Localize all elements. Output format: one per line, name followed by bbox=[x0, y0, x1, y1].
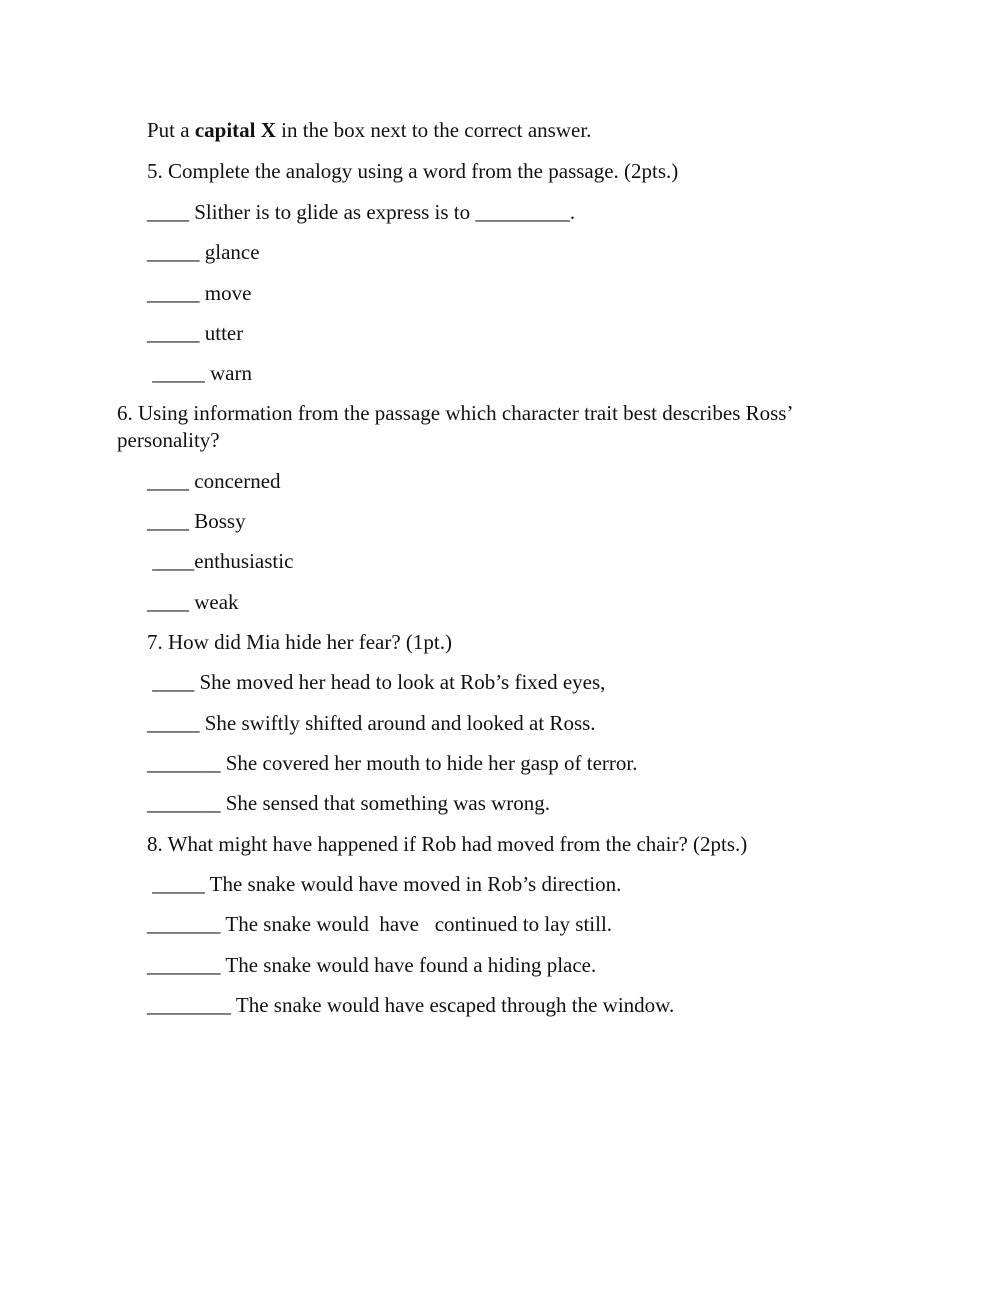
option-text: The snake would have escaped through the window. bbox=[231, 993, 675, 1017]
question-5-prompt: 5. Complete the analogy using a word from the passage. (2pts.) bbox=[147, 159, 679, 183]
answer-blank[interactable]: _____ bbox=[147, 361, 205, 385]
answer-blank[interactable]: _______ bbox=[147, 953, 221, 977]
option-text: concerned bbox=[189, 469, 281, 493]
instructions bbox=[147, 117, 591, 144]
question-8-option bbox=[147, 952, 596, 979]
analogy-text: Slither is to glide as express is to bbox=[189, 200, 476, 224]
option-text: weak bbox=[189, 590, 239, 614]
option-text: enthusiastic bbox=[194, 549, 294, 573]
question-6-option bbox=[147, 589, 239, 616]
answer-blank[interactable]: _____ bbox=[147, 872, 205, 896]
answer-blank[interactable]: ____ bbox=[147, 469, 189, 493]
option-text: Bossy bbox=[189, 509, 246, 533]
answer-blank[interactable]: ________ bbox=[147, 993, 231, 1017]
instructions-suffix: in the box next to the correct answer. bbox=[275, 118, 592, 142]
question-6-option bbox=[147, 508, 246, 535]
instructions-bold: capital X bbox=[194, 118, 276, 142]
option-text: glance bbox=[199, 240, 260, 264]
question-5-option bbox=[147, 239, 260, 266]
option-text: She moved her head to look at Rob’s fixed eyes, bbox=[194, 670, 606, 694]
question-5-option bbox=[147, 360, 252, 387]
answer-blank[interactable]: _______ bbox=[147, 912, 221, 936]
analogy-end: . bbox=[569, 200, 576, 224]
answer-blank[interactable]: _____ bbox=[147, 321, 200, 345]
question-7-option bbox=[147, 790, 550, 817]
answer-blank[interactable]: _______ bbox=[147, 791, 221, 815]
question-5-option bbox=[147, 280, 251, 307]
analogy-fill-blank: _________ bbox=[475, 200, 570, 224]
question-6-option bbox=[147, 548, 293, 575]
question-7-option bbox=[147, 750, 637, 777]
answer-blank[interactable]: ____ bbox=[147, 590, 189, 614]
question-8-option bbox=[147, 911, 612, 938]
answer-blank[interactable]: _____ bbox=[147, 711, 200, 735]
option-text: warn bbox=[204, 361, 252, 385]
question-8-option bbox=[147, 992, 674, 1019]
answer-blank[interactable]: _______ bbox=[147, 751, 221, 775]
option-text: She sensed that something was wrong. bbox=[220, 791, 551, 815]
option-text: utter bbox=[199, 321, 244, 345]
question-7-option bbox=[147, 710, 596, 737]
answer-blank[interactable]: ____ bbox=[147, 549, 195, 573]
question-6-prompt: 6. Using information from the passage which character trait best describes Ross’ personality? bbox=[117, 401, 792, 452]
answer-blank[interactable]: ____ bbox=[147, 509, 189, 533]
instructions-prefix: Put a bbox=[147, 118, 195, 142]
question-7-prompt: 7. How did Mia hide her fear? (1pt.) bbox=[147, 630, 452, 654]
question-6-option bbox=[147, 468, 281, 495]
question-8-option bbox=[147, 871, 621, 898]
answer-blank[interactable]: _____ bbox=[147, 240, 200, 264]
option-text: She covered her mouth to hide her gasp of terror. bbox=[220, 751, 638, 775]
answer-blank[interactable]: _____ bbox=[147, 281, 200, 305]
option-text: She swiftly shifted around and looked at Ross. bbox=[199, 711, 596, 735]
option-text: The snake would have found a hiding place. bbox=[220, 953, 597, 977]
answer-blank[interactable]: ____ bbox=[147, 200, 189, 224]
question-5-option bbox=[147, 320, 243, 347]
option-text: The snake would have moved in Rob’s direction. bbox=[204, 872, 622, 896]
answer-blank[interactable]: ____ bbox=[147, 670, 195, 694]
option-text: The snake would have continued to lay still. bbox=[220, 912, 613, 936]
option-text: move bbox=[199, 281, 252, 305]
question-8-prompt: 8. What might have happened if Rob had moved from the chair? (2pts.) bbox=[147, 832, 748, 856]
question-5-analogy bbox=[147, 199, 575, 226]
question-7-option bbox=[147, 669, 605, 696]
